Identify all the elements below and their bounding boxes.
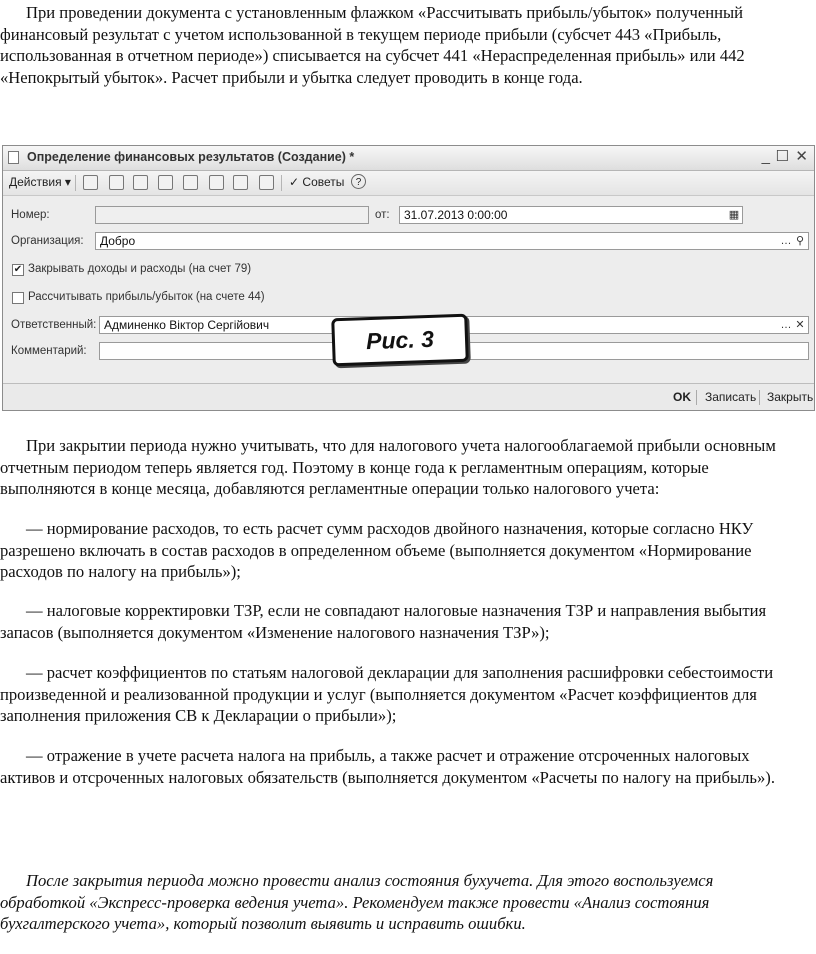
- actions-label: Действия: [9, 175, 62, 189]
- post-icon[interactable]: [83, 175, 98, 190]
- bullet-item: [0, 518, 800, 583]
- toolbar: [3, 171, 814, 196]
- toolbar-divider: [75, 175, 76, 191]
- help-icon[interactable]: ?: [351, 174, 366, 189]
- intro-paragraph: [0, 2, 800, 88]
- bullet-item: [0, 600, 800, 643]
- date-field[interactable]: [399, 206, 743, 224]
- document-icon: [8, 151, 19, 164]
- ok-button[interactable]: OK: [673, 390, 691, 404]
- date-from-label: от:: [375, 209, 390, 221]
- select-ellipsis-icon[interactable]: …: [780, 235, 792, 247]
- calculate-profit-checkbox[interactable]: [12, 292, 24, 304]
- tips-check-icon: ✓: [289, 175, 300, 189]
- toolbar-divider: [281, 175, 282, 191]
- minimize-icon[interactable]: _: [761, 148, 770, 165]
- export-icon[interactable]: [158, 175, 173, 190]
- footer-bar: [3, 383, 814, 410]
- responsible-label: Ответственный:: [11, 319, 97, 331]
- bullet-item: [0, 662, 800, 727]
- closing-paragraph: [0, 870, 800, 935]
- organization-value: Добро: [100, 234, 136, 248]
- comment-label: Комментарий:: [11, 345, 87, 357]
- intro-text: При проведении документа с установленным флажком «Рассчитывать прибыль/убыток» полученный финансовый результат с учетом использованной в текущем периоде прибыли (субсчет 443 «Прибыль, использованная в отчетном периоде») списывается на субсчет 441 «Нераспределенная прибыль» или 442 «Непокрытый убыток». Расчет прибыли и убытка следует проводить в конце года.: [0, 3, 745, 87]
- structure-icon[interactable]: [233, 175, 248, 190]
- responsible-value: Админенко Віктор Сергійович: [104, 318, 270, 332]
- list-icon[interactable]: [109, 175, 124, 190]
- select-ellipsis-icon[interactable]: …: [780, 319, 792, 331]
- calendar-icon[interactable]: ▦: [728, 209, 740, 221]
- tips-button[interactable]: [289, 175, 344, 189]
- bullet-text: — расчет коэффициентов по статьям налоговой декларации для заполнения расшифровки себестоимости произведенной и реализованной продукции и услуг (выполняется документом «Расчет коэффициентов для заполнения приложения СВ к Декларации о прибыли»);: [0, 663, 774, 725]
- screenshot-window: [2, 145, 815, 411]
- title-bar: [3, 146, 814, 171]
- close-income-expense-checkbox[interactable]: ✔: [13, 264, 23, 275]
- organization-field[interactable]: [95, 232, 809, 250]
- bullet-text: — нормирование расходов, то есть расчет сумм расходов двойного назначения, которые согласно НКУ разрешено включать в состав расходов в определенном объеме (выполняется документом «Нормирование расходов по налогу на прибыль»);: [0, 519, 754, 581]
- close-icon[interactable]: ✕: [795, 148, 808, 165]
- bullet-text: — отражение в учете расчета налога на прибыль, а также расчет и отражение отсроченных налоговых активов и отсроченных налоговых обязательств (выполняется документом «Расчеты по налогу на прибыль»).: [0, 746, 775, 787]
- close-button[interactable]: Закрыть: [767, 390, 814, 404]
- movement-icon[interactable]: [209, 175, 224, 190]
- import-icon[interactable]: [183, 175, 198, 190]
- close-income-expense-label: Закрывать доходы и расходы (на счет 79): [28, 263, 252, 275]
- copy-icon[interactable]: [133, 175, 148, 190]
- organization-label: Организация:: [11, 235, 84, 247]
- date-value: 31.07.2013 0:00:00: [404, 208, 508, 222]
- window-title: Определение финансовых результатов (Создание) *: [27, 150, 355, 164]
- period-text: При закрытии периода нужно учитывать, что для налогового учета налогооблагаемой прибыли основным отчетным периодом теперь является год. Поэтому в конце года к регламентным операциям, которые выполняются в конце месяца, добавляются регламентные операции только налогового учета:: [0, 436, 776, 498]
- closing-text: После закрытия периода можно провести анализ состояния бухучета. Для этого воспользуемся обработкой «Экспресс-проверка ведения учета». Рекомендуем также провести «Анализ состояния бухгалтерского учета», который позволит выявить и исправить ошибки.: [0, 871, 714, 933]
- number-label: Номер:: [11, 209, 50, 221]
- footer-divider: [759, 390, 760, 405]
- calculate-profit-label: Рассчитывать прибыль/убыток (на счете 44): [28, 291, 265, 303]
- journal-icon[interactable]: [259, 175, 274, 190]
- bullet-text: — налоговые корректировки ТЗР, если не совпадают налоговые назначения ТЗР и направления выбытия запасов (выполняется документом «Изменение налогового назначения ТЗР»);: [0, 601, 767, 642]
- tips-label: Советы: [302, 175, 345, 189]
- search-icon[interactable]: ⚲: [795, 235, 805, 247]
- maximize-icon[interactable]: ☐: [775, 148, 789, 165]
- period-paragraph: [0, 435, 800, 500]
- actions-menu[interactable]: Действия ▾: [9, 175, 71, 189]
- bullet-item: [0, 745, 800, 788]
- footer-divider: [696, 390, 697, 405]
- figure-label: Рис. 3: [331, 314, 469, 367]
- number-field[interactable]: [95, 206, 369, 224]
- save-button[interactable]: Записать: [705, 390, 757, 404]
- clear-icon[interactable]: ✕: [795, 319, 805, 331]
